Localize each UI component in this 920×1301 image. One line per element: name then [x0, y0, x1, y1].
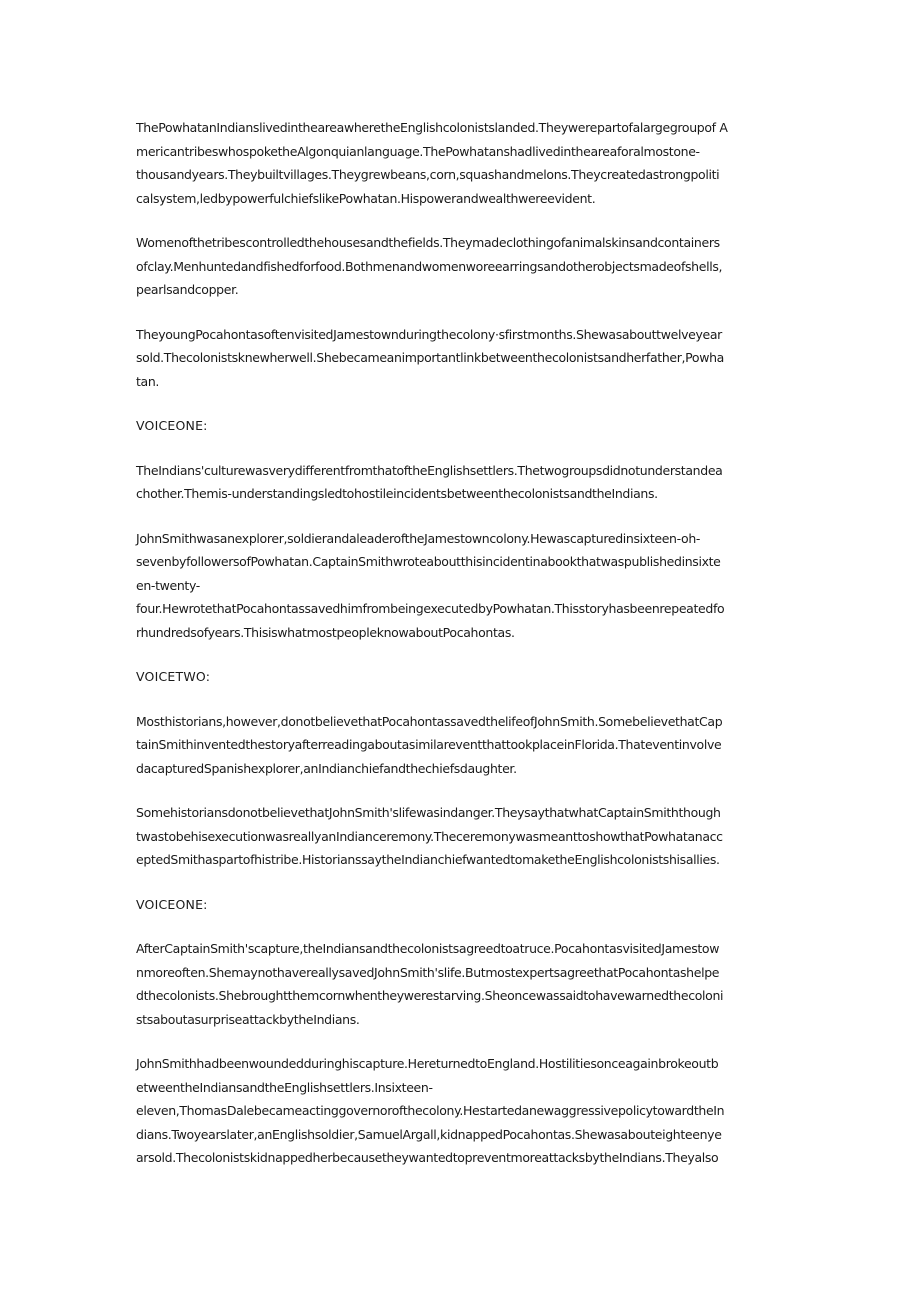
text-line: mericantribeswhospoketheAlgonquianlanguage.ThePowhatanshadlivedintheareaforalmostone-	[136, 143, 700, 159]
text-line: chother.Themis-understandingsledtohostileincidentsbetweenthecolonistsandtheIndians.	[136, 486, 658, 501]
text-line: en-twenty-	[136, 577, 200, 593]
text-line: AfterCaptainSmith'scapture,theIndiansandthecolonistsagreedtoatruce.PocahontasvisitedJamestow	[136, 941, 720, 956]
text-line: VOICEONE:	[136, 418, 208, 433]
text-line: Womenofthetribescontrolledthehousesandthefields.Theymadeclothingofanimalskinsandcontainers	[136, 235, 720, 250]
text-line: sevenbyfollowersofPowhatan.CaptainSmithwroteaboutthisincidentinabookthatwaspublishedinsixte	[136, 554, 721, 569]
text-line: calsystem,ledbypowerfulchiefslikePowhatan.Hispowerandwealthwereevident.	[136, 190, 596, 206]
text-line: JohnSmithhadbeenwoundedduringhiscapture.HereturnedtoEngland.Hostilitiesonceagainbrokeoutb	[136, 1056, 719, 1071]
text-line: etweentheIndiansandtheEnglishsettlers.Insixteen-	[136, 1079, 433, 1095]
text-line: eptedSmithaspartofhistribe.HistorianssaytheIndianchiefwantedtomaketheEnglishcolonistshisallies.	[136, 852, 720, 867]
text-line: twastobehisexecutionwasreallyanIndianceremony.TheceremonywasmeanttoshowthatPowhatanacc	[136, 828, 723, 844]
text-line: sold.Thecolonistsknewherwell.Shebecameanimportantlinkbetweenthecolonistsandherfather,Powha	[136, 350, 724, 365]
speaker-heading	[136, 414, 786, 438]
speaker-heading	[136, 893, 786, 917]
text-line: four.HewrotethatPocahontassavedhimfrombeingexecutedbyPowhatan.Thisstoryhasbeenrepeatedfo	[136, 601, 725, 616]
text-line: VOICEONE:	[136, 896, 208, 912]
text-line: tainSmithinventedthestoryafterreadingaboutasimilareventthattookplaceinFlorida.Thateventinvolve	[136, 737, 722, 752]
text-line: arsold.ThecolonistskidnappedherbecausetheywantedtopreventmoreattacksbytheIndians.Theyalso	[136, 1150, 719, 1165]
paragraph	[136, 231, 786, 302]
paragraph	[136, 1052, 786, 1170]
text-line: rhundredsofyears.ThisiswhatmostpeopleknowaboutPocahontas.	[136, 624, 515, 640]
paragraph	[136, 710, 786, 781]
text-line: VOICETWO:	[136, 669, 211, 684]
text-line: dthecolonists.Shebroughtthemcornwhentheywerestarving.Sheoncewassaidtohavewarnedthecoloni	[136, 988, 724, 1003]
document-body	[136, 116, 786, 1191]
paragraph	[136, 937, 786, 1031]
paragraph	[136, 459, 786, 506]
speaker-heading	[136, 665, 786, 689]
text-line: dacapturedSpanishexplorer,anIndianchiefandthechiefsdaughter.	[136, 760, 517, 776]
paragraph	[136, 323, 786, 394]
text-line: thousandyears.Theybuiltvillages.Theygrewbeans,corn,squashandmelons.Theycreatedastrongpoliti	[136, 167, 720, 182]
text-line: nmoreoften.ShemaynothavereallysavedJohnSmith'slife.ButmostexpertsagreethatPocahontashelpe	[136, 964, 720, 980]
text-line: pearlsandcopper.	[136, 282, 239, 297]
text-line: Mosthistorians,however,donotbelievethatPocahontassavedthelifeofJohnSmith.SomebelievethatCap	[136, 713, 723, 729]
paragraph	[136, 116, 786, 210]
text-line: SomehistoriansdonotbelievethatJohnSmith'slifewasindanger.TheysaythatwhatCaptainSmiththough	[136, 805, 721, 820]
text-line: TheyoungPocahontasoftenvisitedJamestownduringthecolony·sfirstmonths.Shewasabouttwelveyear	[136, 326, 722, 342]
text-line: stsaboutasurpriseattackbytheIndians.	[136, 1011, 360, 1027]
text-line: ThePowhatanIndianslivedintheareawheretheEnglishcolonistslanded.Theywerepartofalargegroupof A	[136, 120, 728, 135]
text-line: ofclay.Menhuntedandfishedforfood.Bothmenandwomenworeearringsandotherobjectsmadeofshells,	[136, 258, 723, 274]
paragraph	[136, 801, 786, 872]
text-line: tan.	[136, 373, 160, 389]
text-line: dians.Twoyearslater,anEnglishsoldier,SamuelArgall,kidnappedPocahontas.Shewasabouteighteenye	[136, 1126, 722, 1142]
text-line: eleven,ThomasDalebecameactinggovernorofthecolony.HestartedanewaggressivepolicytowardtheIn	[136, 1103, 725, 1118]
text-line: JohnSmithwasanexplorer,soldierandaleaderoftheJamestowncolony.Hewascapturedinsixteen-oh-	[136, 530, 701, 546]
text-line: TheIndians'culturewasverydifferentfromthatoftheEnglishsettlers.Thetwogroupsdidnotunderstandea	[136, 462, 723, 478]
paragraph	[136, 527, 786, 645]
